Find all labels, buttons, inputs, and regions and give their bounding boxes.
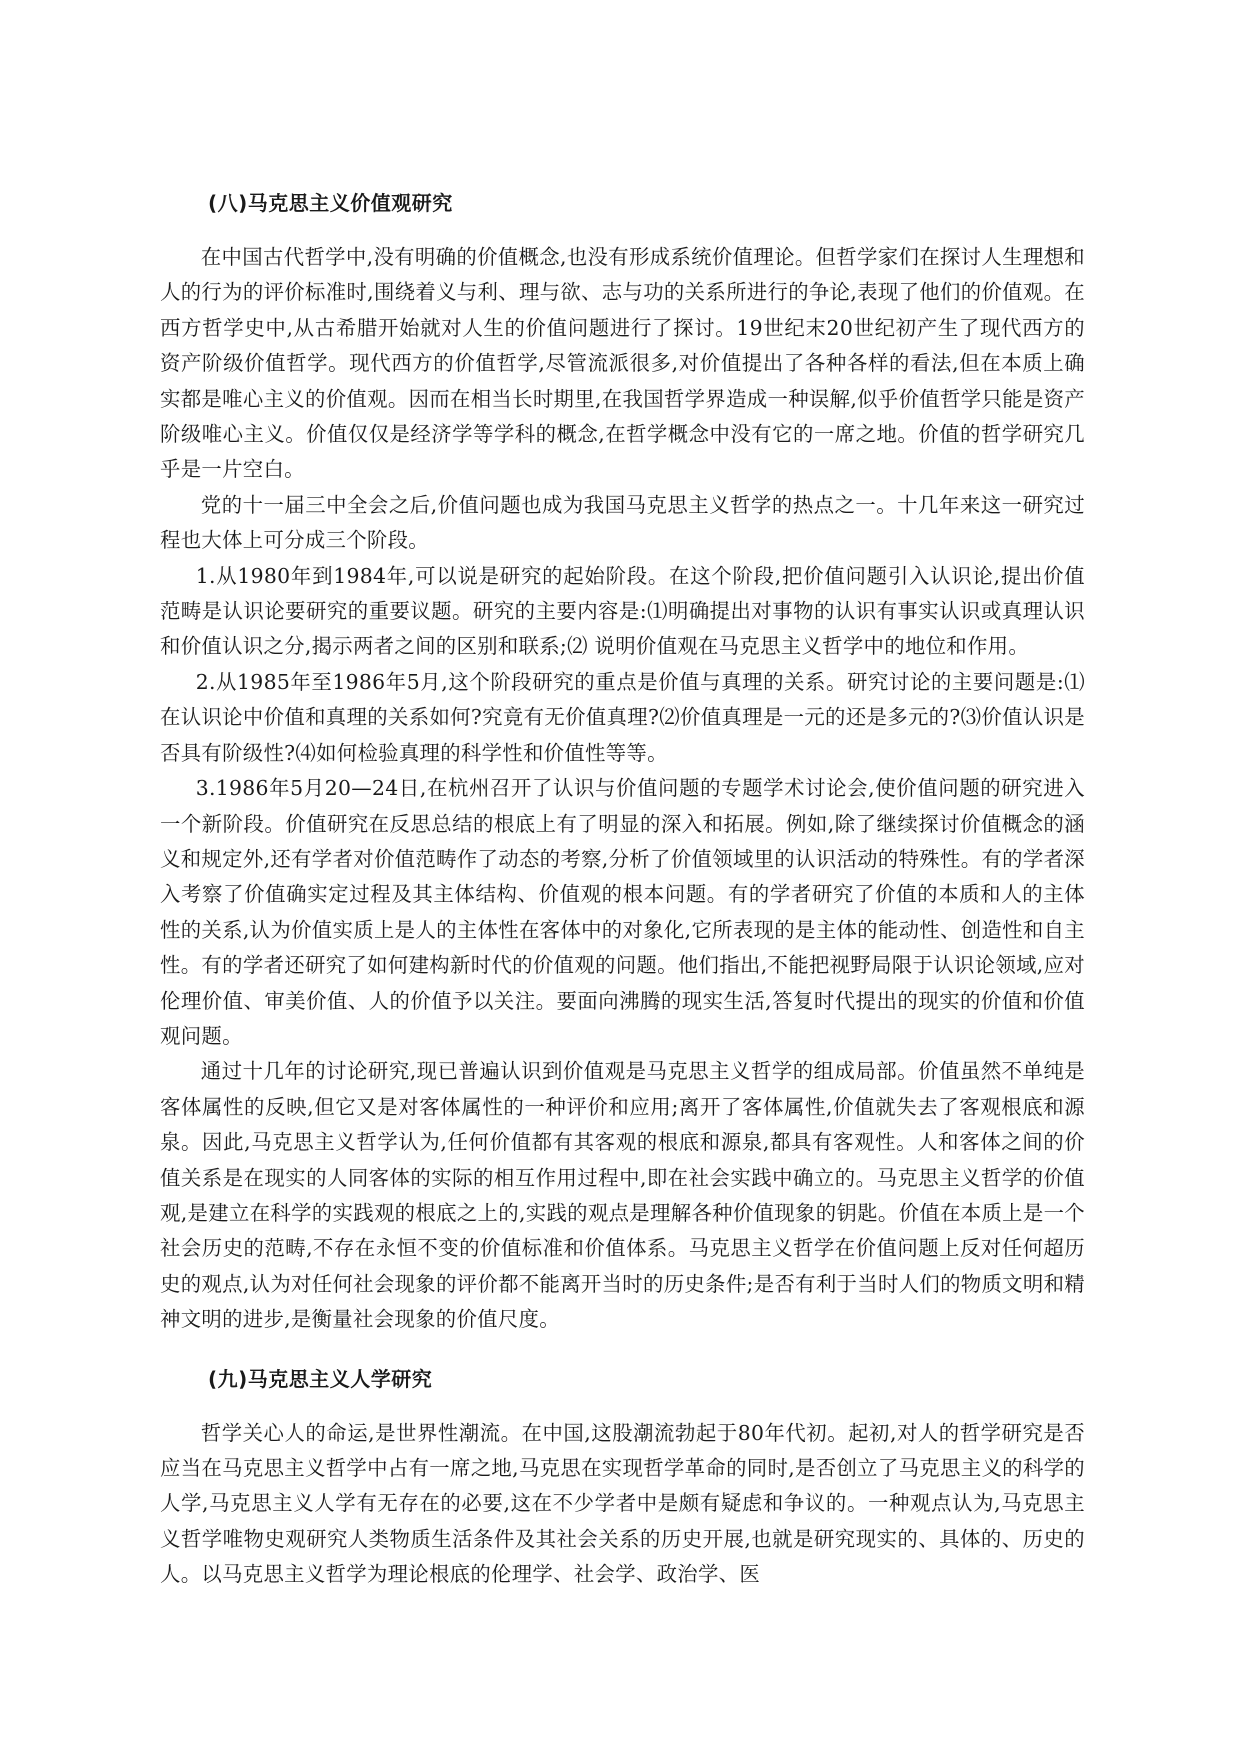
- paragraph-third-plenum: 党的十一届三中全会之后,价值问题也成为我国马克思主义哲学的热点之一。十几年来这一研究过程也大体上可分成三个阶段。: [160, 492, 1085, 553]
- paragraph-values-conclusion: 通过十几年的讨论研究,现已普遍认识到价值观是马克思主义哲学的组成局部。价值虽然不单纯是客体属性的反映,但它又是对客体属性的一种评价和应用;离开了客体属性,价值就失去了客观根底和源泉。因此,马克思主义哲学认为,任何价值都有其客观的根底和源泉,都具有客观性。人和客体之间的价值关系是在现实的人同客体的实际的相互作用过程中,即在社会实践中确立的。马克思主义哲学的价值观,是建立在科学的实践观的根底之上的,实践的观点是理解各种价值现象的钥匙。价值在本质上是一个社会历史的范畴,不存在永恒不变的价值标准和价值体系。马克思主义哲学在价值问题上反对任何超历史的观点,认为对任何社会现象的评价都不能离开当时的历史条件;是否有利于当时人们的物质文明和精神文明的进步,是衡量社会现象的价值尺度。: [160, 1059, 1085, 1332]
- section-heading-marxist-values: (八)马克思主义价值观研究: [208, 191, 453, 215]
- paragraph-stage-2: 2.从1985年至1986年5月,这个阶段研究的重点是价值与真理的关系。研究讨论的主要问题是:⑴在认识论中价值和真理的关系如何?究竟有无价值真理?⑵价值真理是一元的还是多元的?⑶价值认识是否具有阶级性?⑷如何检验真理的科学性和价值性等等。: [160, 669, 1085, 765]
- paragraph-human-destiny: 哲学关心人的命运,是世界性潮流。在中国,这股潮流勃起于80年代初。起初,对人的哲学研究是否应当在马克思主义哲学中占有一席之地,马克思在实现哲学革命的同时,是否创立了马克思主义的科学的人学,马克思主义人学有无存在的必要,这在不少学者中是颇有疑虑和争议的。一种观点认为,马克思主义哲学唯物史观研究人类物质生活条件及其社会关系的历史开展,也就是研究现实的、具体的、历史的人。以马克思主义哲学为理论根底的伦理学、社会学、政治学、医: [160, 1420, 1085, 1587]
- document-body: [160, 188, 1085, 1593]
- section-heading-marxist-anthropology: (九)马克思主义人学研究: [208, 1366, 433, 1391]
- paragraph-stage-1: 1.从1980年到1984年,可以说是研究的起始阶段。在这个阶段,把价值问题引入认识论,提出价值范畴是认识论要研究的重要议题。研究的主要内容是:⑴明确提出对事物的认识有事实认识或真理认识和价值认识之分,揭示两者之间的区别和联系;⑵ 说明价值观在马克思主义哲学中的地位和作用。: [160, 563, 1085, 659]
- paragraph-ancient-values: 在中国古代哲学中,没有明确的价值概念,也没有形成系统价值理论。但哲学家们在探讨人生理想和人的行为的评价标准时,围绕着义与利、理与欲、志与功的关系所进行的争论,表现了他们的价值观。在西方哲学史中,从古希腊开始就对人生的价值问题进行了探讨。19世纪末20世纪初产生了现代西方的资产阶级价值哲学。现代西方的价值哲学,尽管流派很多,对价值提出了各种各样的看法,但在本质上确实都是唯心主义的价值观。因而在相当长时期里,在我国哲学界造成一种误解,似乎价值哲学只能是资产阶级唯心主义。价值仅仅是经济学等学科的概念,在哲学概念中没有它的一席之地。价值的哲学研究几乎是一片空白。: [160, 245, 1085, 482]
- paragraph-stage-3: 3.1986年5月20—24日,在杭州召开了认识与价值问题的专题学术讨论会,使价值问题的研究进入一个新阶段。价值研究在反思总结的根底上有了明显的深入和拓展。例如,除了继续探讨价值概念的涵义和规定外,还有学者对价值范畴作了动态的考察,分析了价值领域里的认识活动的特殊性。有的学者深入考察了价值确实定过程及其主体结构、价值观的根本问题。有的学者研究了价值的本质和人的主体性的关系,认为价值实质上是人的主体性在客体中的对象化,它所表现的是主体的能动性、创造性和自主性。有的学者还研究了如何建构新时代的价值观的问题。他们指出,不能把视野局限于认识论领域,应对伦理价值、审美价值、人的价值予以关注。要面向沸腾的现实生活,答复时代提出的现实的价值和价值观问题。: [160, 776, 1085, 1048]
